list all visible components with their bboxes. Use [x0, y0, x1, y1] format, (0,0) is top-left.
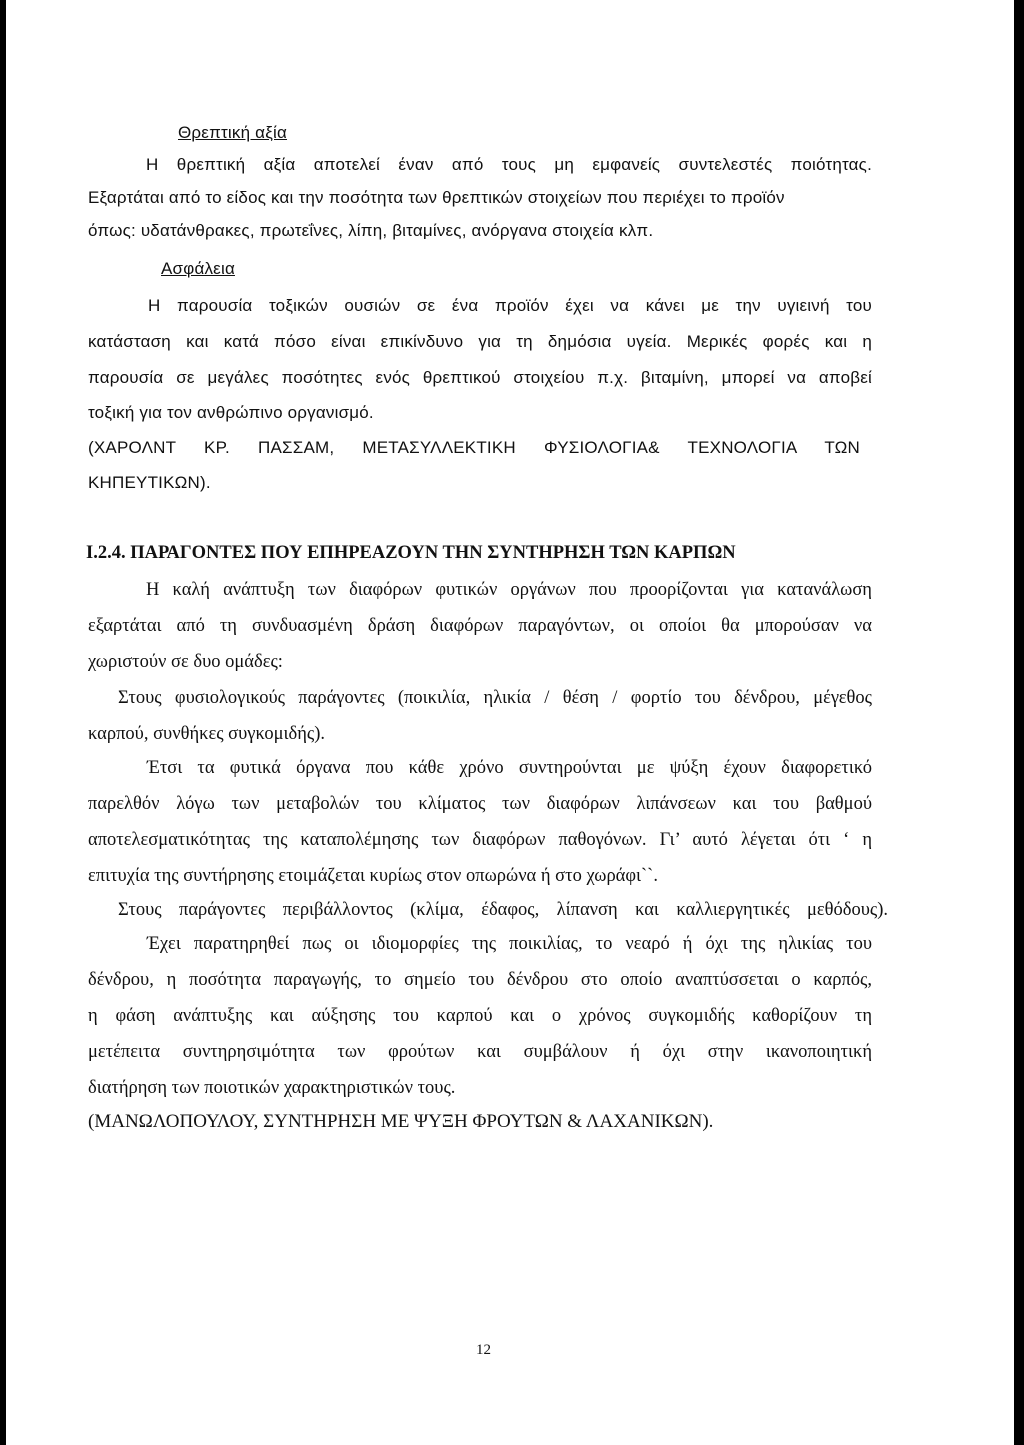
page-number: 12: [476, 1342, 491, 1358]
reference-line: (ΧΑΡΟΛΝΤ ΚΡ. ΠΑΣΣΑΜ, ΜΕΤΑΣΥΛΛΕΚΤΙΚΗ ΦΥΣΙΟΛΟΓΙΑ& ΤΕΧΝΟΛΟΓΙΑ ΤΩΝ: [88, 438, 860, 457]
paragraph-line: επιτυχία της συντήρησης ετοιμάζεται κυρίως στον οπωρώνα ή στο χωράφι``.: [88, 866, 658, 886]
section-heading-nutritional-value: Θρεπτική αξία: [178, 123, 288, 142]
paragraph-line: καρπού, συνθήκες συγκομιδής).: [88, 724, 326, 744]
section-heading-safety: Ασφάλεια: [161, 259, 235, 278]
reference-line: (ΜΑΝΩΛΟΠΟΥΛΟΥ, ΣΥΝΤΗΡΗΣΗ ΜΕ ΨΥΞΗ ΦΡΟΥΤΩΝ & ΛΑΧΑΝΙΚΩΝ).: [88, 1111, 714, 1132]
paragraph-line: Η παρουσία τοξικών ουσιών σε ένα προϊόν έχει να κάνει με την υγιεινή του: [148, 296, 872, 315]
paragraph-line: Η θρεπτική αξία αποτελεί έναν από τους μη εμφανείς συντελεστές ποιότητας.: [146, 155, 872, 174]
paragraph-line: δένδρου, η ποσότητα παραγωγής, το σημείο του δένδρου στο οποίο αναπτύσσεται ο καρπός,: [88, 970, 872, 990]
document-page: [6, 0, 1014, 1445]
paragraph-line: Έτσι τα φυτικά όργανα που κάθε χρόνο συντηρούνται με ψύξη έχουν διαφορετικό: [147, 758, 872, 778]
paragraph-line: αποτελεσματικότητας της καταπολέμησης των διαφόρων παθογόνων. Γι’ αυτό λέγεται ότι ‘ η: [88, 830, 872, 850]
paragraph-line: εξαρτάται από τη συνδυασμένη δράση διαφόρων παραγόντων, οι οποίοι θα μπορούσαν να: [88, 616, 872, 636]
paragraph-line: κατάσταση και κατά πόσο είναι επικίνδυνο για τη δημόσια υγεία. Μερικές φορές και η: [88, 332, 872, 351]
paragraph-line: τοξική για τον ανθρώπινο οργανισμό.: [88, 403, 374, 422]
paragraph-line: όπως: υδατάνθρακες, πρωτεΐνες, λίπη, βιταμίνες, ανόργανα στοιχεία κλπ.: [88, 221, 654, 240]
paragraph-line: Έχει παρατηρηθεί πως οι ιδιομορφίες της ποικιλίας, το νεαρό ή όχι της ηλικίας του: [147, 934, 872, 954]
paragraph-line: Η καλή ανάπτυξη των διαφόρων φυτικών οργάνων που προορίζονται για κατανάλωση: [146, 580, 872, 600]
paragraph-line: Στους παράγοντες περιβάλλοντος (κλίμα, έδαφος, λίπανση και καλλιεργητικές μεθόδους).: [118, 900, 888, 920]
paragraph-line: Στους φυσιολογικούς παράγοντες (ποικιλία, ηλικία / θέση / φορτίο του δένδρου, μέγεθος: [118, 688, 872, 708]
paragraph-line: παρελθόν λόγω των μεταβολών του κλίματος των διαφόρων λιπάνσεων και του βαθμού: [88, 794, 872, 814]
paragraph-line: διατήρηση των ποιοτικών χαρακτηριστικών τους.: [88, 1078, 456, 1098]
paragraph-line: παρουσία σε μεγάλες ποσότητες ενός θρεπτικού στοιχείου π.χ. βιταμίνη, μπορεί να αποβεί: [88, 368, 872, 387]
reference-line: ΚΗΠΕΥΤΙΚΩΝ).: [88, 473, 211, 492]
paragraph-line: χωριστούν σε δυο ομάδες:: [88, 652, 283, 672]
paragraph-line: Εξαρτάται από το είδος και την ποσότητα των θρεπτικών στοιχείων που περιέχει το προϊόν: [88, 188, 785, 207]
paragraph-line: μετέπειτα συντηρησιμότητα των φρούτων και συμβάλουν ή όχι στην ικανοποιητική: [88, 1042, 872, 1062]
paragraph-line: η φάση ανάπτυξης και αύξησης του καρπού και ο χρόνος συγκομιδής καθορίζουν τη: [88, 1006, 872, 1026]
section-heading-factors: Ι.2.4. ΠΑΡΑΓΟΝΤΕΣ ΠΟΥ ΕΠΗΡΕΑΖΟΥΝ ΤΗΝ ΣΥΝΤΗΡΗΣΗ ΤΩΝ ΚΑΡΠΩΝ: [86, 543, 736, 563]
